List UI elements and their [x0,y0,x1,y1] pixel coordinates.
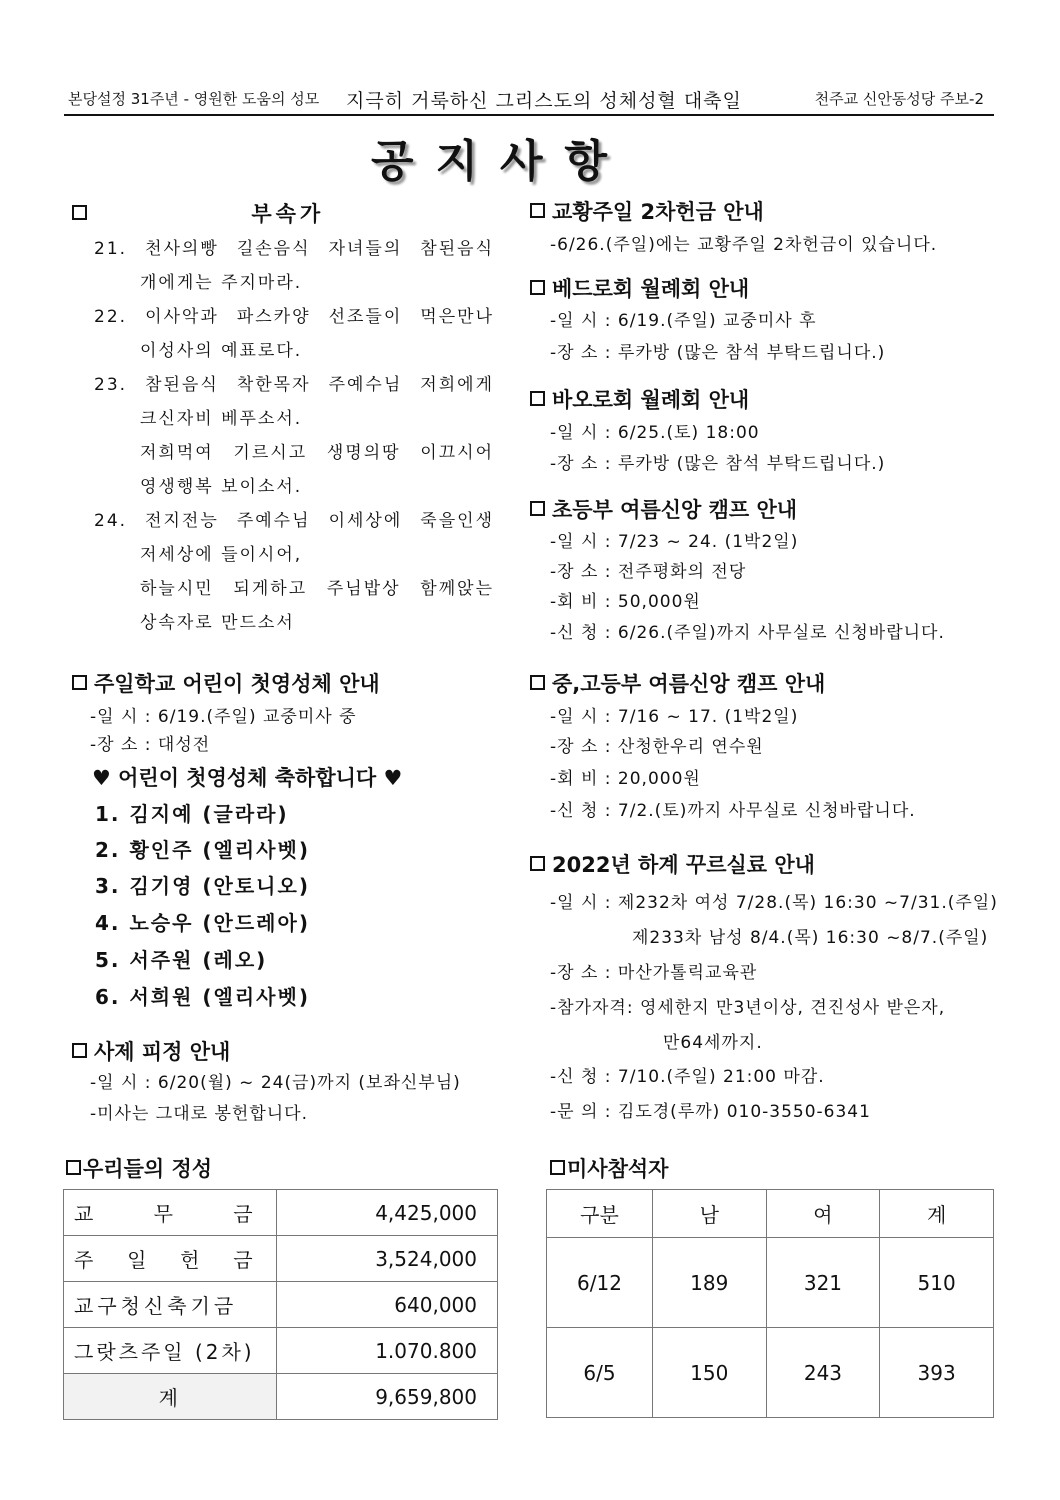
middle-line: -신 청 : 7/2.(토)까지 사무실로 신청바랍니다. [550,801,916,821]
cursillo-line: 만64세까지. [663,1033,763,1053]
peter-heading: 베드로회 월례회 안내 [530,273,749,303]
table-header-row [547,1190,994,1238]
count-cell: 321 [766,1238,880,1328]
header-left: 본당설정 31주년 - 영원한 도움의 성모 [68,90,320,108]
communicant-name: 5. 서주원 (레오) [95,948,268,972]
priest-line: -미사는 그대로 봉헌합니다. [90,1104,308,1124]
attendance-table [546,1189,994,1418]
hymn-line: 하늘시민 되게하고 주님밥상 함께앉는 [140,579,494,599]
priest-line: -일 시 : 6/20(월) ~ 24(금)까지 (보좌신부님) [90,1073,461,1093]
communicant-name: 3. 김기영 (안토니오) [95,874,310,898]
offering-label: 교구청신축기금 [64,1282,277,1328]
offering-amount: 4,425,000 [276,1190,497,1236]
cursillo-line: 제233차 남성 8/4.(목) 16:30 ~8/7.(주일) [632,928,989,948]
elementary-heading: 초등부 여름신앙 캠프 안내 [530,494,797,524]
table-row [64,1282,498,1328]
hymn-line: 24. 전지전능 주예수님 이세상에 죽을인생 [94,511,494,531]
peter-line: -장 소 : 루카방 (많은 참석 부탁드립니다.) [550,343,886,363]
offering-label: 계 [64,1374,277,1420]
table-row [64,1374,498,1420]
elementary-line: -장 소 : 전주평화의 전당 [550,562,747,582]
pope-line: -6/26.(주일)에는 교황주일 2차헌금이 있습니다. [550,235,938,255]
elementary-line: -신 청 : 6/26.(주일)까지 사무실로 신청바랍니다. [550,623,945,643]
middle-heading: 중,고등부 여름신앙 캠프 안내 [530,668,825,698]
priest-heading: 사제 피정 안내 [72,1036,230,1066]
offering-label: 그랏츠주일 (2차) [64,1328,277,1374]
hymn-line: 개에게는 주지마라. [140,273,303,293]
cursillo-line: -신 청 : 7/10.(주일) 21:00 마감. [550,1067,825,1087]
checkbox-icon [530,501,545,516]
date-cell: 6/12 [547,1238,653,1328]
page-header [64,86,994,116]
offering-amount: 3,524,000 [276,1236,497,1282]
count-cell: 189 [652,1238,766,1328]
hymn-line: 22. 이사악과 파스카양 선조들이 먹은만나 [94,307,494,327]
attendance-heading: 미사참석자 [550,1153,668,1183]
hymn-line: 크신자비 베푸소서. [140,409,303,429]
table-row [64,1328,498,1374]
sunday-school-heading: 주일학교 어린이 첫영성체 안내 [72,668,380,698]
hymn-heading: 부속가 [72,198,324,228]
offering-total: 9,659,800 [276,1374,497,1420]
paul-heading: 바오로회 월례회 안내 [530,384,749,414]
count-cell: 510 [880,1238,994,1328]
offering-amount: 640,000 [276,1282,497,1328]
header-center: 지극히 거룩하신 그리스도의 성체성혈 대축일 [346,90,742,112]
checkbox-icon [72,675,87,690]
peter-line: -일 시 : 6/19.(주일) 교중미사 후 [550,311,817,331]
communicant-name: 1. 김지예 (글라라) [95,802,289,826]
cursillo-line: -장 소 : 마산가톨릭교육관 [550,963,758,983]
cursillo-heading: 2022년 하계 꾸르실료 안내 [530,849,815,879]
elementary-line: -일 시 : 7/23 ~ 24. (1박2일) [550,532,799,552]
sunday-school-line: -일 시 : 6/19.(주일) 교중미사 중 [90,707,357,727]
hymn-line: 이성사의 예표로다. [140,341,303,361]
cursillo-line: -일 시 : 제232차 여성 7/28.(목) 16:30 ~7/31.(주일) [550,893,998,913]
communicant-name: 2. 황인주 (엘리사벳) [95,838,310,862]
sunday-school-line: -장 소 : 대성전 [90,735,211,755]
column-header: 여 [766,1190,880,1238]
elementary-line: -회 비 : 50,000원 [550,592,701,612]
checkbox-icon [530,856,545,871]
date-cell: 6/5 [547,1328,653,1418]
checkbox-icon [72,205,87,220]
offering-heading: 우리들의 정성 [66,1153,212,1183]
hymn-line: 저희먹여 기르시고 생명의땅 이끄시어 [140,443,494,463]
middle-line: -장 소 : 산청한우리 연수원 [550,737,764,757]
count-cell: 393 [880,1328,994,1418]
pope-heading: 교황주일 2차헌금 안내 [530,196,764,226]
table-row [64,1236,498,1282]
hymn-line: 영생행복 보이소서. [140,477,303,497]
page-title: 공지사항 [370,136,629,187]
middle-line: -회 비 : 20,000원 [550,769,701,789]
count-cell: 243 [766,1328,880,1418]
hymn-line: 23. 참된음식 착한목자 주예수님 저희에게 [94,375,494,395]
checkbox-icon [66,1160,81,1175]
hymn-line: 21. 천사의빵 길손음식 자녀들의 참된음식 [94,239,494,259]
checkbox-icon [530,280,545,295]
header-right: 천주교 신안동성당 주보-2 [814,90,984,108]
offering-table [63,1189,498,1420]
table-row [64,1190,498,1236]
hymn-line: 저세상에 들이시어, [140,545,303,565]
count-cell: 150 [652,1328,766,1418]
cursillo-line: -참가자격: 영세한지 만3년이상, 견진성사 받은자, [550,998,946,1018]
offering-label: 주 일 헌 금 [64,1236,277,1282]
table-row [547,1238,994,1328]
offering-amount: 1.070.800 [276,1328,497,1374]
paul-line: -일 시 : 6/25.(토) 18:00 [550,423,760,443]
cursillo-line: -문 의 : 김도경(루까) 010-3550-6341 [550,1102,871,1122]
checkbox-icon [530,391,545,406]
checkbox-icon [550,1160,565,1175]
offering-label: 교 무 금 [64,1190,277,1236]
column-header: 계 [880,1190,994,1238]
checkbox-icon [530,675,545,690]
column-header: 구분 [547,1190,653,1238]
column-header: 남 [652,1190,766,1238]
checkbox-icon [72,1043,87,1058]
checkbox-icon [530,203,545,218]
table-row [547,1328,994,1418]
middle-line: -일 시 : 7/16 ~ 17. (1박2일) [550,707,799,727]
hymn-line: 상속자로 만드소서 [140,613,295,633]
communicant-name: 4. 노승우 (안드레아) [95,911,310,935]
paul-line: -장 소 : 루카방 (많은 참석 부탁드립니다.) [550,454,886,474]
congrats-text: ♥ 어린이 첫영성체 축하합니다 ♥ [92,766,403,790]
communicant-name: 6. 서희원 (엘리사벳) [95,985,310,1009]
